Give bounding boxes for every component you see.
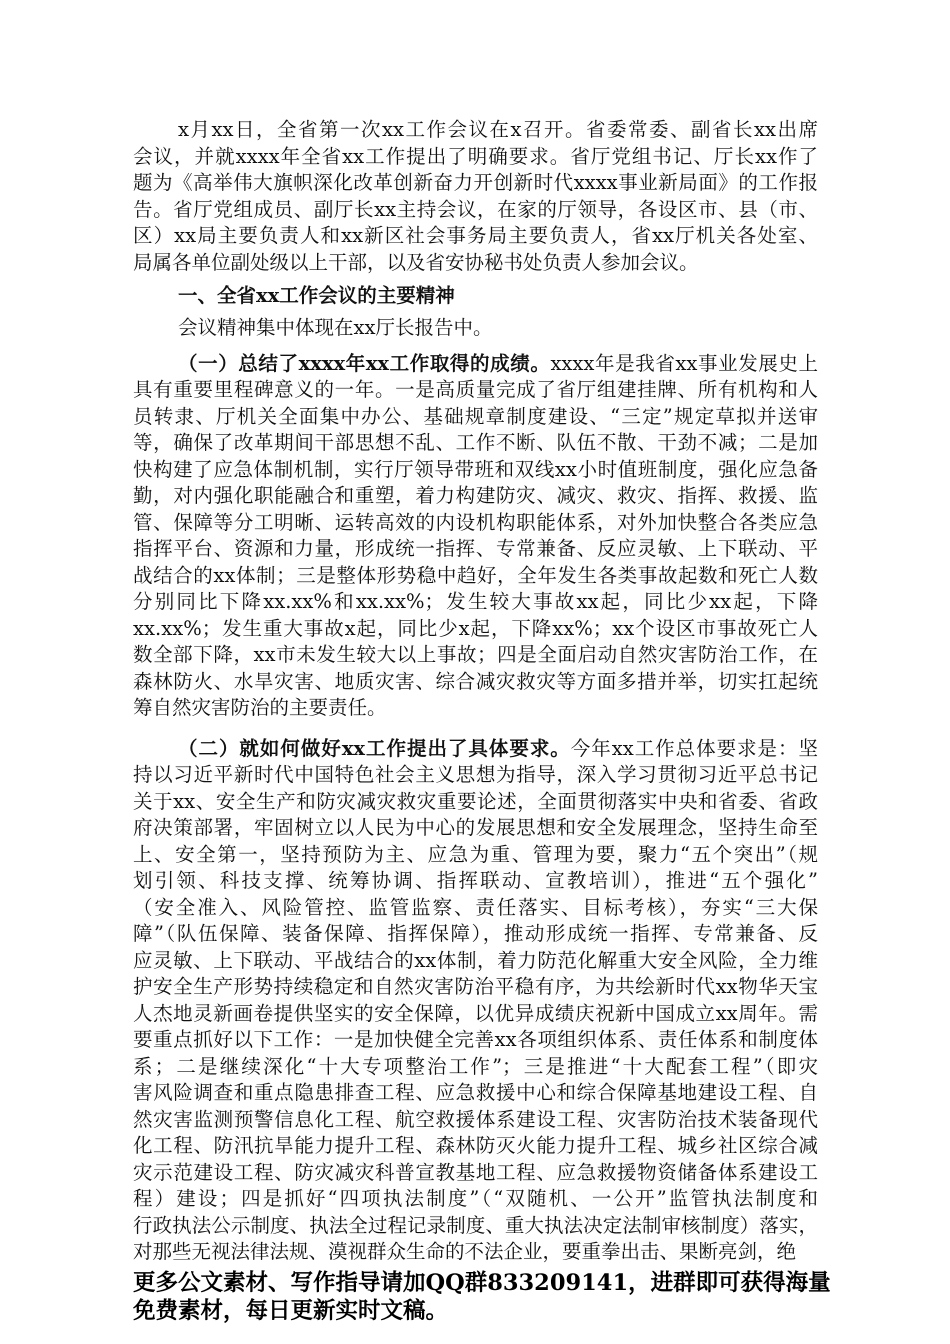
bold-lead: （一）总结了xxxx年xx工作取得的成绩。 — [178, 351, 551, 375]
text-line — [133, 430, 818, 457]
line-text: 府决策部署，牢固树立以人民为中心的发展思想和安全发展理念，坚持生命至 — [133, 816, 818, 839]
line-text: 系；二是继续深化“十大专项整治工作”；三是推进“十大配套工程”（即灾 — [133, 1054, 818, 1078]
line-text: 具有重要里程碑意义的一年。一是高质量完成了省厅组建挂牌、所有机构和人 — [133, 378, 818, 401]
line-text: 护安全生产形势持续稳定和自然灾害防治平稳有序，为共绘新时代xx物华天宝 — [133, 975, 818, 998]
text-line — [133, 117, 818, 144]
line-text: 免费素材，每日更新实时文稿。 — [133, 1297, 449, 1324]
text-line — [133, 563, 818, 590]
text-line — [133, 144, 818, 171]
line-text: 更多公文素材、写作指导请加QQ群833209141，进群即可获得海量 — [133, 1269, 831, 1296]
text-line — [133, 589, 818, 616]
text-line — [133, 616, 818, 643]
line-text: 对那些无视法律法规、漠视群众生命的不法企业，要重拳出击、果断亮剑，绝 — [133, 1240, 797, 1263]
line-text: 会议精神集中体现在xx厅长报告中。 — [178, 315, 493, 339]
text-line — [133, 1027, 818, 1054]
line-text: 行政执法公示制度、执法全过程记录制度、重大执法决定法制审核制度）落实， — [133, 1213, 818, 1237]
line-text: 战结合的xx体制；三是整体形势稳中趋好，全年发生各类事故起数和死亡人数 — [133, 563, 818, 587]
text-line — [133, 223, 818, 250]
line-text: 管、保障等分工明晰、运转高效的内设机构职能体系，对外加快整合各类应急 — [133, 510, 818, 534]
line-text: 局属各单位副处级以上干部，以及省安协秘书处负责人参加会议。 — [133, 250, 699, 274]
text-line — [133, 1080, 818, 1107]
text-line — [133, 762, 818, 789]
line-text: 应灵敏、上下联动、平战结合的xx体制，着力防范化解重大安全风险，全力维 — [133, 948, 818, 972]
line-text: 害风险调查和重点隐患排查工程、应急救援中心和综合保障基地建设工程、自 — [133, 1081, 818, 1104]
text-line — [133, 736, 818, 763]
text-line — [133, 948, 818, 975]
text-line — [133, 170, 818, 197]
paragraph-achievements — [133, 351, 818, 722]
text-line — [133, 1001, 818, 1028]
line-text: 上、安全第一，坚持预防为主、应急为重、管理为要，聚力“五个突出”（规 — [133, 842, 818, 866]
line-text: 然灾害监测预警信息化工程、航空救援体系建设工程、灾害防治技术装备现代 — [133, 1107, 818, 1131]
text-line — [133, 457, 818, 484]
paragraph-opening — [133, 117, 818, 276]
text-line — [133, 1297, 818, 1325]
text-line — [133, 895, 818, 922]
text-line — [133, 815, 818, 842]
text-line — [133, 1213, 818, 1240]
line-text: 要重点抓好以下工作：一是加快健全完善xx各项组织体系、责任体系和制度体 — [133, 1028, 818, 1051]
line-text: 区）xx局主要负责人和xx新区社会事务局主要负责人，省xx厅机关各处室、 — [133, 224, 818, 247]
text-line — [133, 510, 818, 537]
line-text: xxxx年是我省xx事业发展史上 — [550, 351, 819, 375]
line-text: 关于xx、安全生产和防灾减灾救灾重要论述，全面贯彻落实中央和省委、省政 — [133, 789, 818, 813]
text-line — [133, 842, 818, 869]
line-text: 题为《高举伟大旗帜深化改革创新奋力开创新时代xxxx事业新局面》的工作报 — [133, 171, 818, 194]
text-line — [133, 1107, 818, 1134]
text-line — [133, 642, 818, 669]
line-text: 筹自然灾害防治的主要责任。 — [133, 696, 387, 719]
text-line — [133, 1054, 818, 1081]
line-text: 勤，对内强化职能融合和重塑，着力构建防灾、减灾、救灾、指挥、救援、监 — [133, 484, 818, 507]
line-text: 数全部下降，xx市未发生较大以上事故；四是全面启动自然灾害防治工作，在 — [133, 643, 818, 666]
line-text: 森林防火、水旱灾害、地质灾害、综合减灾救灾等方面多措并举，切实扛起统 — [133, 669, 818, 693]
line-text: 快构建了应急体制机制，实行厅领导带班和双线xx小时值班制度，强化应急备 — [133, 457, 818, 481]
text-line — [133, 868, 818, 895]
section-heading — [133, 283, 818, 310]
line-text: 会议，并就xxxx年全省xx工作提出了明确要求。省厅党组书记、厅长xx作了 — [133, 144, 818, 168]
line-text: 程）建设；四是抓好“四项执法制度”（“双随机、一公开”监管执法制度和 — [133, 1187, 818, 1210]
text-line — [133, 404, 818, 431]
line-text: 今年xx工作总体要求是：坚 — [570, 736, 818, 760]
text-line — [133, 283, 818, 310]
text-line — [133, 377, 818, 404]
text-line — [133, 1186, 818, 1213]
line-text: 灾示范建设工程、防灾减灾科普宣教基地工程、应急救援物资储备体系建设工 — [133, 1160, 818, 1184]
paragraph-intro — [133, 315, 818, 342]
text-line — [133, 921, 818, 948]
text-line — [133, 1269, 831, 1297]
text-line — [133, 789, 818, 816]
document-page — [133, 117, 831, 1325]
text-line — [133, 695, 818, 722]
text-line — [133, 250, 818, 277]
text-line — [133, 669, 818, 696]
text-line — [133, 974, 818, 1001]
line-text: （安全准入、风险管控、监管监察、责任落实、目标考核），夯实“三大保 — [133, 895, 818, 919]
line-text: 划引领、科技支撑、统筹协调、指挥联动、宣教培训），推进“五个强化” — [133, 869, 818, 892]
text-line — [133, 536, 818, 563]
text-line — [133, 1160, 818, 1187]
line-text: xx.xx%；发生重大事故x起，同比少x起，下降xx%；xx个设区市事故死亡人 — [133, 616, 818, 640]
line-text: 一、全省xx工作会议的主要精神 — [178, 284, 455, 307]
text-line — [133, 483, 818, 510]
promo-footer — [133, 1269, 831, 1325]
paragraph-requirements — [133, 736, 818, 1266]
text-line — [133, 197, 818, 224]
bold-lead: （二）就如何做好xx工作提出了具体要求。 — [178, 736, 571, 760]
line-text: 人杰地灵新画卷提供坚实的安全保障，以优异成绩庆祝新中国成立xx周年。需 — [133, 1001, 818, 1025]
line-text: x月xx日，全省第一次xx工作会议在x召开。省委常委、副省长xx出席 — [178, 118, 818, 141]
line-text: 化工程、防汛抗旱能力提升工程、森林防灭火能力提升工程、城乡社区综合减 — [133, 1134, 818, 1157]
line-text: 持以习近平新时代中国特色社会主义思想为指导，深入学习贯彻习近平总书记 — [133, 763, 818, 786]
text-line — [133, 315, 818, 342]
line-text: 等，确保了改革期间干部思想不乱、工作不断、队伍不散、干劲不减；二是加 — [133, 431, 818, 454]
text-line — [133, 351, 818, 378]
line-text: 员转隶、厅机关全面集中办公、基础规章制度建设、“三定”规定草拟并送审 — [133, 404, 818, 428]
line-text: 告。省厅党组成员、副厅长xx主持会议，在家的厅领导，各设区市、县（市、 — [133, 197, 818, 221]
text-line — [133, 1133, 818, 1160]
line-text: 障”（队伍保障、装备保障、指挥保障），推动形成统一指挥、专常兼备、反 — [133, 922, 818, 945]
line-text: 指挥平台、资源和力量，形成统一指挥、专常兼备、反应灵敏、上下联动、平 — [133, 537, 818, 560]
line-text: 分别同比下降xx.xx%和xx.xx%；发生较大事故xx起，同比少xx起，下降 — [133, 590, 818, 613]
text-line — [133, 1239, 818, 1266]
